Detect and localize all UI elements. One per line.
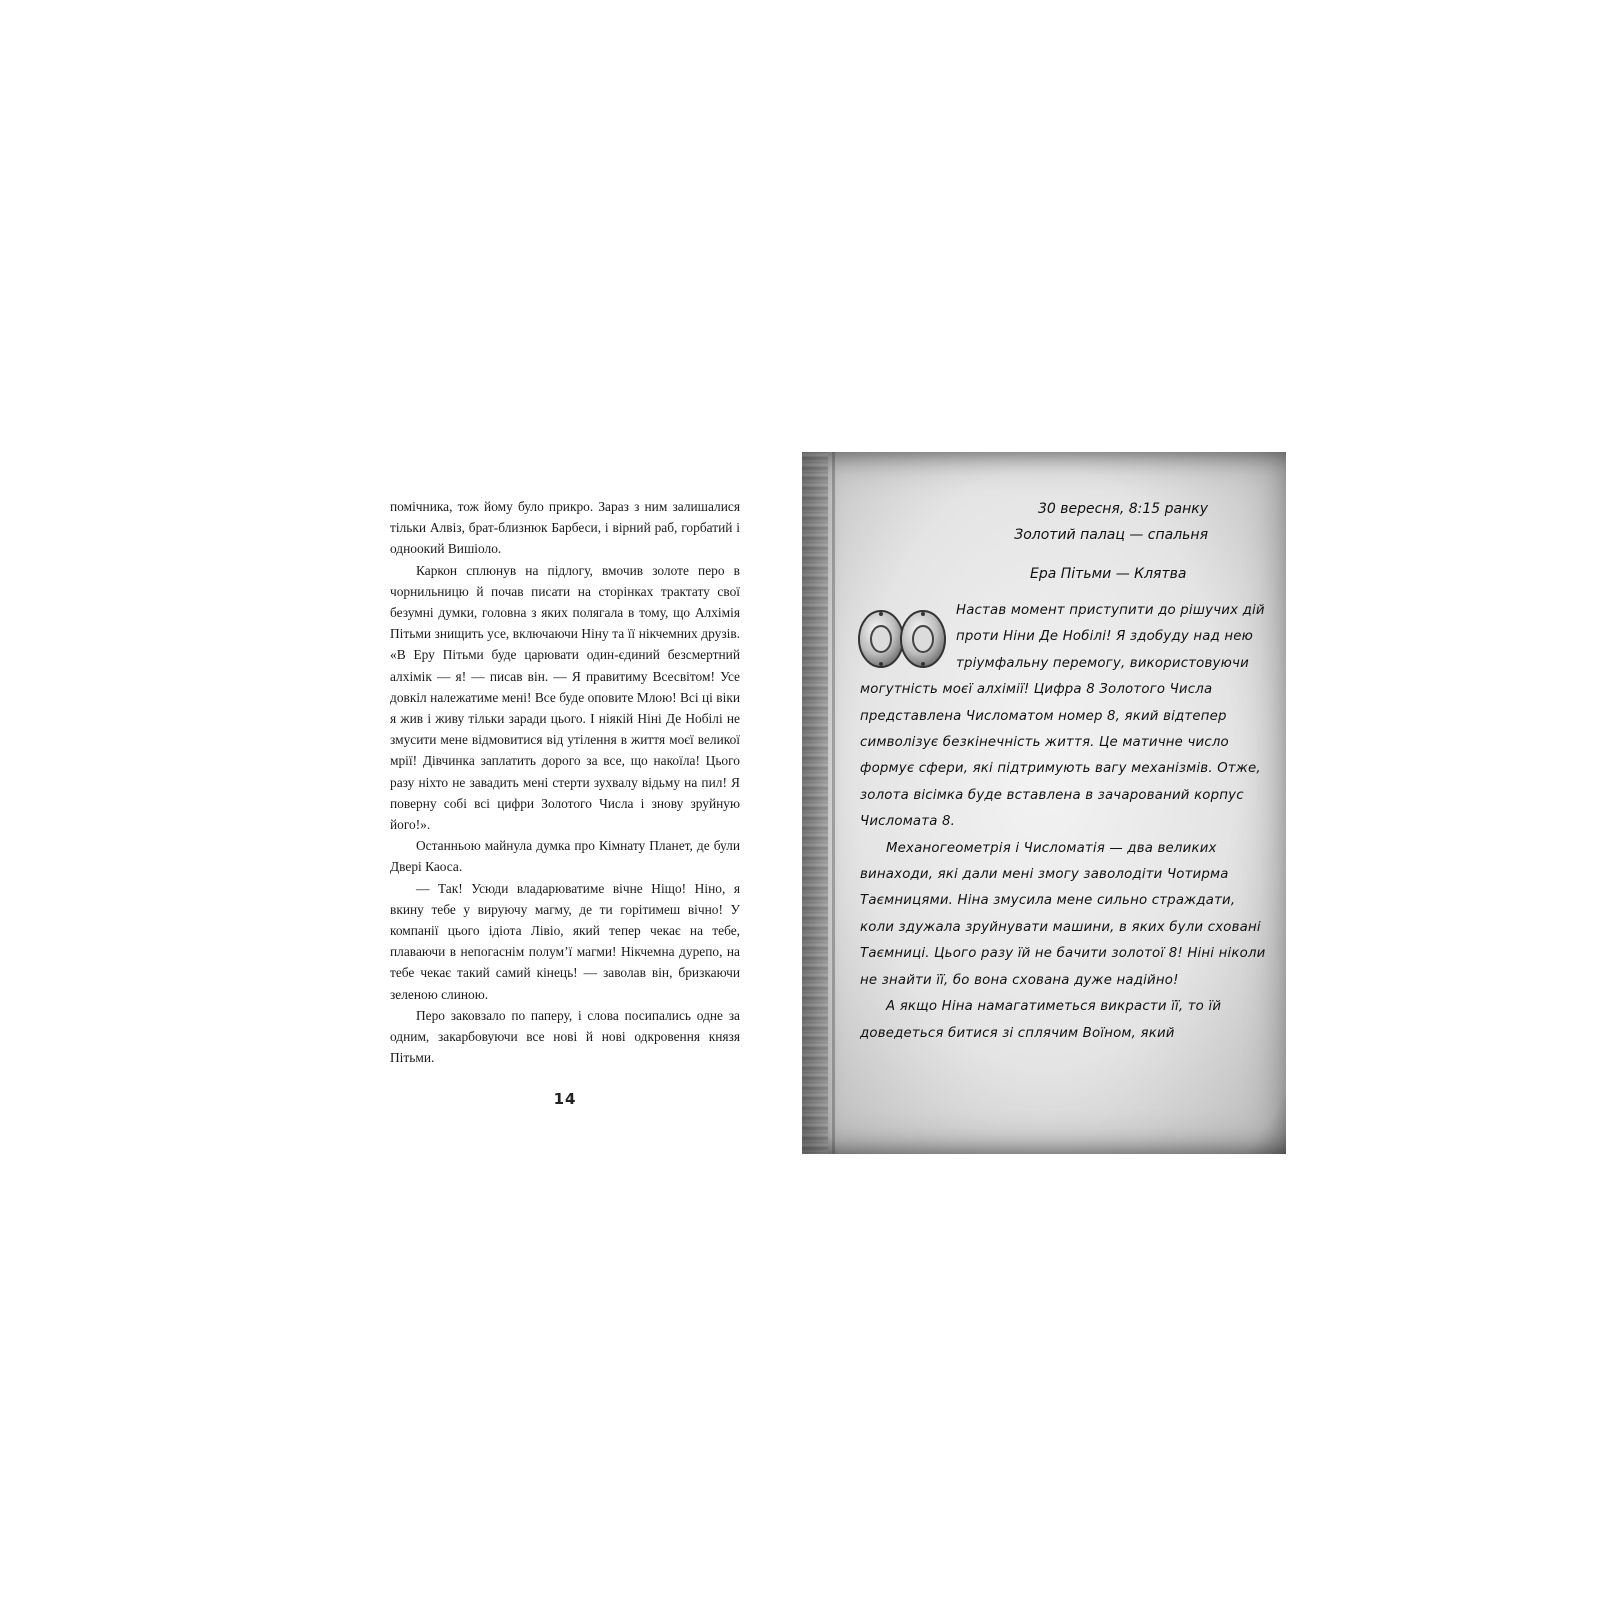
paragraph: Останньою майнула думка про Кімнату Планет, де були Двері Каоса. (390, 838, 740, 875)
paragraph: Каркон сплюнув на підлогу, вмочив золоте перо в чорнильницю й почав писати на сторінках трактату свої безумні думки, головна з яких полягала в тому, що Алхімія Пітьми знищить усе, включаючи Ніну та її нікчемних друзів. «В Еру Пітьми буде царювати один-єдиний безсмертний алхімік — я! — писав він. — Я правитиму Всесвітом! Усе довкіл належатиме мені! Все буде оповите Млою! Всі ці віки я жив і живу тільки заради цього. І ніякій Ніні Де Нобілі не змусити мене відмовитися від утілення в життя моєї великої мрії! Дівчинка заплатить дорого за все, що накоїла! Цього разу ніхто не завадить мені стерти зухвалу відьму на пил! Я поверну собі всі цифри Золотого Числа і знову зруйную його!». (390, 562, 740, 833)
diary-subtitle: Ера Пітьми — Клятва (1030, 566, 1187, 582)
paragraph: Перо заковзало по паперу, і слова посипались одне за одним, закарбовуючи все нові й нові одкровення князя Пітьми. (390, 1007, 740, 1066)
page-number: 14 (553, 1090, 577, 1108)
paragraph: — Так! Усюди владарюватиме вічне Ніщо! Ніно, я вкину тебе у вируючу магму, де ти горітимеш вічно! У компанії цього ідіота Лівіо, який тепер чекає на тебе, плаваючи в непогаснім полум’ї магми! Нікчемна дурепо, на тебе чекає такий самий кінець! — заволав він, бризкаючи зеленою слиною. (390, 880, 740, 1002)
torn-page-edge (802, 452, 828, 1154)
left-page-text (390, 496, 740, 1068)
diary-body (860, 598, 1268, 1047)
diary-page (802, 452, 1286, 1154)
diary-date: 30 вересня, 8:15 ранку (1037, 501, 1208, 517)
diary-paragraph: Настав момент приступити до рішучих дій проти Ніни Де Нобілі! Я здобуду над нею тріумфальну перемогу, використовуючи могутність моєї алхімії! Цифра 8 Золотого Числа представлена Числоматом номер 8, який відтепер символізує безкінечність життя. Це матичне число формує сфери, які підтримують вагу механізмів. Отже, золота вісімка буде вставлена в зачарований корпус Числомата 8. (860, 603, 1265, 830)
paragraph: помічника, тож йому було прикро. Зараз з ним залишалися тільки Алвіз, брат-близнюк Барбеси, і вірний раб, горбатий і одноокий Вишіоло. (390, 499, 740, 557)
drop-cap-double-o-icon (856, 606, 948, 672)
diary-paragraph: А якщо Ніна намагатиметься викрасти її, то їй доведеться битися зі сплячим Воїном, який (860, 999, 1222, 1041)
diary-header (1014, 496, 1208, 548)
diary-place: Золотий палац — спальня (1014, 527, 1208, 543)
page-fold-line (832, 452, 835, 1154)
diary-paragraph: Механогеометрія і Числоматія — два великих винаходи, які дали мені змогу заволодіти Чотирма Таємницями. Ніна змусила мене сильно страждати, коли здужала зруйнувати машини, в яких були сховані Таємниці. Цього разу їй не бачити золотої 8! Ніні ніколи не знайти її, бо вона схована дуже надійно! (860, 840, 1266, 988)
